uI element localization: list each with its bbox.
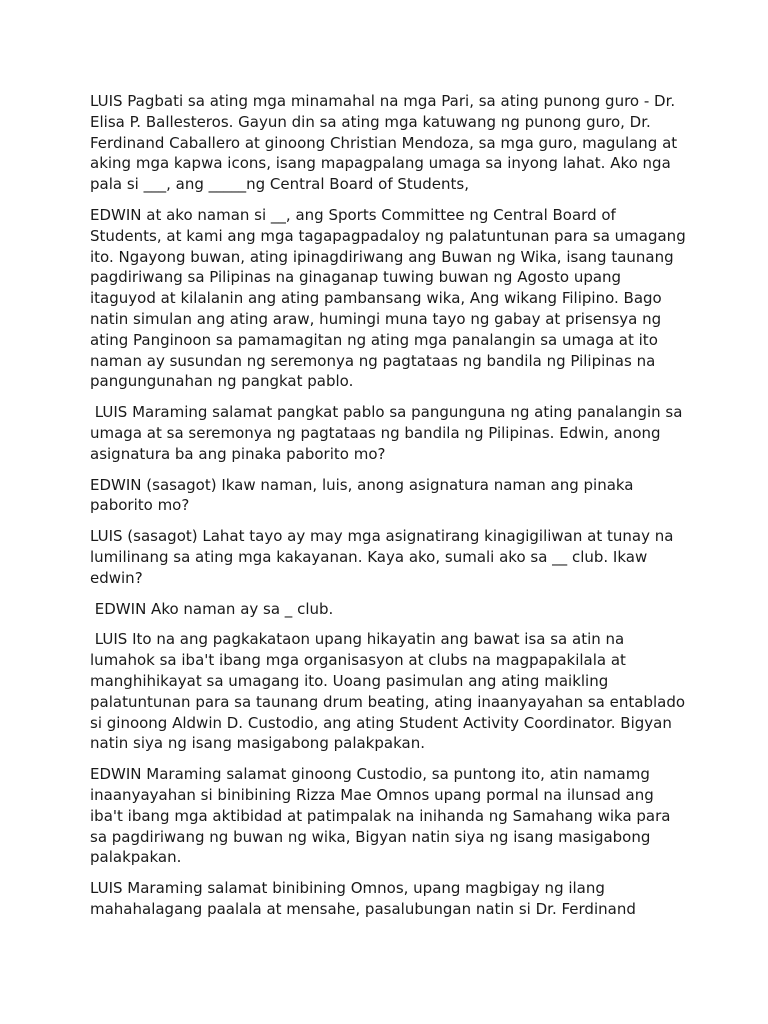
- paragraph-edwin-introduction: EDWIN at ako naman si __, ang Sports Committee ng Central Board of Students, at kami ang mga tagapagpadaloy ng palatuntunan para sa umagang ito. Ngayong buwan, ating ipinagdiriwang ang Buwan ng Wika, isang taunang pagdiriwang sa Pilipinas na ginaganap tuwing buwan ng Agosto upang itaguyod at kilalanin ang ating pambansang wika, Ang wikang Filipino. Bago natin simulan ang ating araw, humingi muna tayo ng gabay at prisensya ng ating Panginoon sa pamamagitan ng ating mga panalangin sa umaga at ito naman ay susundan ng seremonya ng pagtataas ng bandila ng Pilipinas na pangungunahan ng pangkat pablo.: [90, 205, 691, 391]
- paragraph-edwin-club: EDWIN Ako naman ay sa _ club.: [90, 599, 334, 618]
- paragraph-edwin-question: EDWIN (sasagot) Ikaw naman, luis, anong asignatura naman ang pinaka paborito mo?: [90, 475, 639, 515]
- paragraph-edwin-thanks-custodio: EDWIN Maraming salamat ginoong Custodio, sa puntong ito, atin namamg inaanyayahan si binibining Rizza Mae Omnos upang pormal na ilunsad ang iba't ibang mga aktibidad at patimpalak na inihanda ng Samahang wika para sa pagdiriwang ng buwan ng wika, Bigyan natin siya ng isang masigabong palakpakan.: [90, 765, 676, 867]
- paragraph-luis-thanks-pablo: LUIS Maraming salamat pangkat pablo sa pangunguna ng ating panalangin sa umaga at sa seremonya ng pagtataas ng bandila ng Pilipinas. Edwin, anong asignatura ba ang pinaka paborito mo?: [90, 403, 688, 463]
- paragraph-luis-thanks-omnos: LUIS Maraming salamat binibining Omnos, upang magbigay ng ilang mahahalagang paalala at mensahe, pasalubungan natin si Dr. Ferdinand: [90, 879, 636, 918]
- paragraph-luis-club: LUIS (sasagot) Lahat tayo ay may mga asignatirang kinagigiliwan at tunay na lumilinang sa ating mga kakayanan. Kaya ako, sumali ako sa __ club. Ikaw edwin?: [90, 527, 679, 587]
- paragraph-luis-invitation: LUIS Ito na ang pagkakataon upang hikayatin ang bawat isa sa atin na lumahok sa iba't ibang mga organisasyon at clubs na magpapakilala at manghihikayat sa umagang ito. Uoang pasimulan ang ating maikling palatuntunan para sa taunang drum beating, ating inaanyayahan sa entablado si ginoong Aldwin D. Custodio, ang ating Student Activity Coordinator. Bigyan natin siya ng isang masigabong palakpakan.: [90, 630, 690, 753]
- paragraph-luis-greeting: LUIS Pagbati sa ating mga minamahal na mga Pari, sa ating punong guro - Dr. Elisa P. Ballesteros. Gayun din sa ating mga katuwang ng punong guro, Dr. Ferdinand Caballero at ginoong Christian Mendoza, sa mga guro, magulang at aking mga kapwa icons, isang mapagpalang umaga sa inyong lahat. Ako nga pala si ___, ang _____ng Central Board of Students,: [90, 92, 682, 194]
- document-body: [90, 91, 690, 930]
